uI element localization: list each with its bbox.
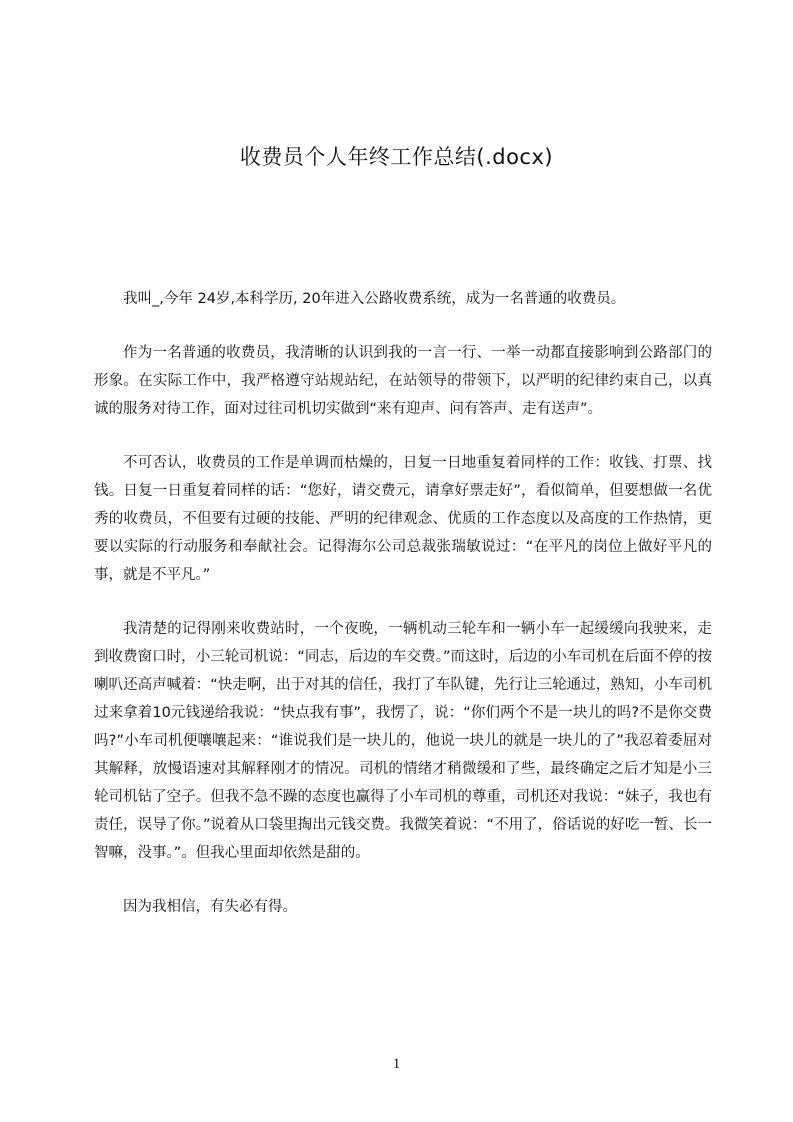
paragraph-role: 作为一名普通的收费员，我清晰的认识到我的一言一行、一举一动都直接影响到公路部门的形象。在实际工作中，我严格遵守站规站纪，在站领导的带领下，以严明的纪律约束自己，以真诚的服务对待工作，面对过往司机切实做到“来有迎声、问有答声、走有送声”。 <box>94 345 712 417</box>
page-number: 1 <box>392 1056 401 1072</box>
paragraph-conclusion: 因为我相信，有失必有得。 <box>123 899 297 915</box>
paragraph-work: 不可否认，收费员的工作是单调而枯燥的，日复一日地重复着同样的工作：收钱、打票、找钱。日复一日重复着同样的话：“您好，请交费元，请拿好票走好”，看似简单，但要想做一名优秀的收费员，不但要有过硬的技能、严明的纪律观念、优质的工作态度以及高度的工作热情，更要以实际的行动服务和奉献社会。记得海尔公司总裁张瑞敏说过：“在平凡的岗位上做好平凡的事，就是不平凡。” <box>94 455 712 583</box>
document-body <box>94 285 712 947</box>
document-title: 收费员个人年终工作总结(.docx) <box>239 145 554 169</box>
paragraph-intro: 我叫_,今年 24岁,本科学历, 20年进入公路收费系统，成为一名普通的收费员。 <box>123 291 626 307</box>
paragraph-story: 我清楚的记得刚来收费站时，一个夜晚，一辆机动三轮车和一辆小车一起缓缓向我驶来，走到收费窗口时，小三轮司机说：“同志，后边的车交费。”而这时，后边的小车司机在后面不停的按喇叭还高声喊着：“快走啊，出于对其的信任，我打了车队键，先行让三轮通过，熟知，小车司机过来拿着10元钱递给我说：“快点我有事”，我愣了，说：“你们两个不是一块儿的吗?不是你交费吗?”小车司机便嚷嚷起来：“谁说我们是一块儿的，他说一块儿的就是一块儿的了”我忍着委屈对其解释，放慢语速对其解释刚才的情况。司机的情绪才稍微缓和了些，最终确定之后才知是小三轮司机钻了空子。但我不急不躁的态度也赢得了小车司机的尊重，司机还对我说：“妹子，我也有责任，误导了你。”说着从口袋里掏出元钱交费。我微笑着说：“不用了，俗话说的好吃一暂、长一智嘛，没事。”。但我心里面却依然是甜的。 <box>94 621 712 861</box>
